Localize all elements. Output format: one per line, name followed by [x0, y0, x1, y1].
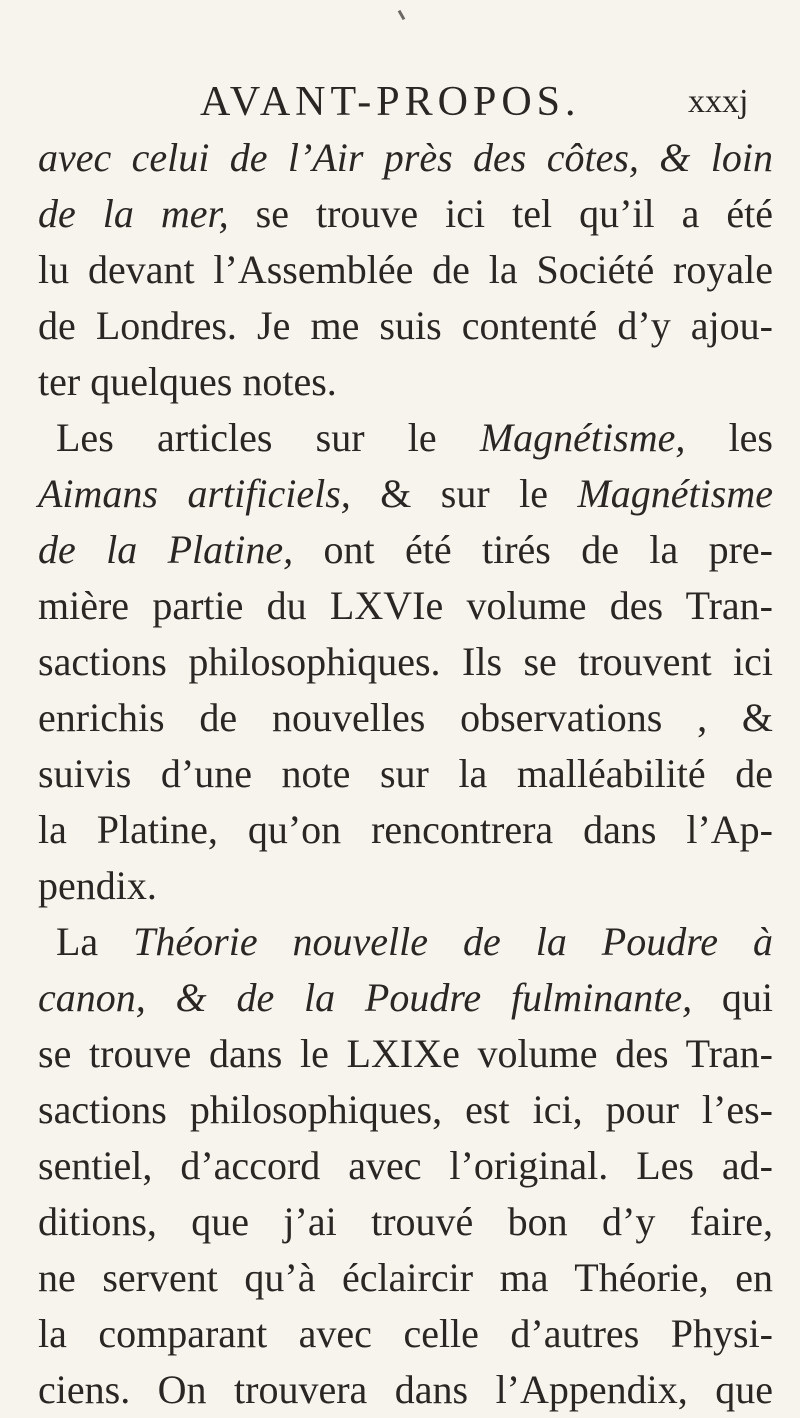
text-line: [38, 858, 773, 914]
italic-span: Théorie nouvelle de la Poudre à: [133, 919, 774, 964]
running-head: AVANT-PROPOS.: [200, 79, 581, 125]
body-text: [38, 130, 773, 1418]
text-line: [38, 1138, 773, 1194]
text-line: [38, 522, 773, 578]
text-line: [38, 634, 773, 690]
text-line: [38, 746, 773, 802]
italic-span: de la mer,: [38, 191, 229, 236]
text-line: [38, 802, 773, 858]
page-header: [0, 76, 800, 128]
roman-span: suivis d’une note sur la malléabilité de: [38, 751, 773, 796]
roman-span: ter quelques notes.: [38, 359, 337, 404]
page-mark: [398, 10, 406, 20]
text-line: [38, 354, 773, 410]
text-line: [38, 1362, 773, 1418]
text-line: [38, 410, 773, 466]
text-line: [38, 1306, 773, 1362]
italic-span: canon, & de la Poudre fulminante,: [38, 975, 693, 1020]
text-line: [38, 186, 773, 242]
text-line: [38, 298, 773, 354]
italic-span: Magnétisme,: [479, 415, 686, 460]
roman-span: ont été tirés de la pre-: [293, 527, 773, 572]
text-line: [38, 1250, 773, 1306]
text-line: [38, 1194, 773, 1250]
text-line: [38, 466, 773, 522]
roman-span: la Platine, qu’on rencontrera dans l’Ap-: [38, 807, 773, 852]
italic-span: avec celui de l’Air près des côtes, & loin: [38, 135, 773, 180]
page-number: xxxj: [688, 83, 749, 120]
text-line: [38, 578, 773, 634]
roman-span: lu devant l’Assemblée de la Société royale: [38, 247, 773, 292]
roman-span: Les articles sur le: [56, 415, 480, 460]
roman-span: pendix.: [38, 863, 157, 908]
text-line: [38, 130, 773, 186]
roman-span: ne servent qu’à éclaircir ma Théorie, en: [38, 1255, 773, 1300]
text-line: [38, 242, 773, 298]
text-line: [38, 1026, 773, 1082]
text-line: [38, 970, 773, 1026]
roman-span: sentiel, d’accord avec l’original. Les ad-: [38, 1143, 773, 1188]
text-line: [38, 1082, 773, 1138]
roman-span: les: [685, 415, 774, 460]
italic-span: de la Platine,: [38, 527, 294, 572]
roman-span: de Londres. Je me suis contenté d’y ajou-: [38, 303, 773, 348]
roman-span: sactions philosophiques. Ils se trouvent ici: [38, 639, 773, 684]
italic-span: Magnétisme: [577, 471, 773, 516]
roman-span: sactions philosophiques, est ici, pour l’es-: [38, 1087, 773, 1132]
roman-span: enrichis de nouvelles observations , &: [38, 695, 773, 740]
italic-span: Aimans artificiels,: [38, 471, 351, 516]
roman-span: se trouve ici tel qu’il a été: [228, 191, 774, 236]
text-line: [38, 914, 773, 970]
text-line: [38, 690, 773, 746]
roman-span: & sur le: [350, 471, 578, 516]
roman-span: ditions, que j’ai trouvé bon d’y faire,: [38, 1199, 773, 1244]
roman-span: La: [56, 919, 134, 964]
roman-span: qui: [692, 975, 773, 1020]
roman-span: se trouve dans le LXIXe volume des Tran-: [38, 1031, 773, 1076]
roman-span: ciens. On trouvera dans l’Appendix, que: [38, 1367, 773, 1412]
roman-span: la comparant avec celle d’autres Physi-: [38, 1311, 773, 1356]
roman-span: mière partie du LXVIe volume des Tran-: [38, 583, 773, 628]
